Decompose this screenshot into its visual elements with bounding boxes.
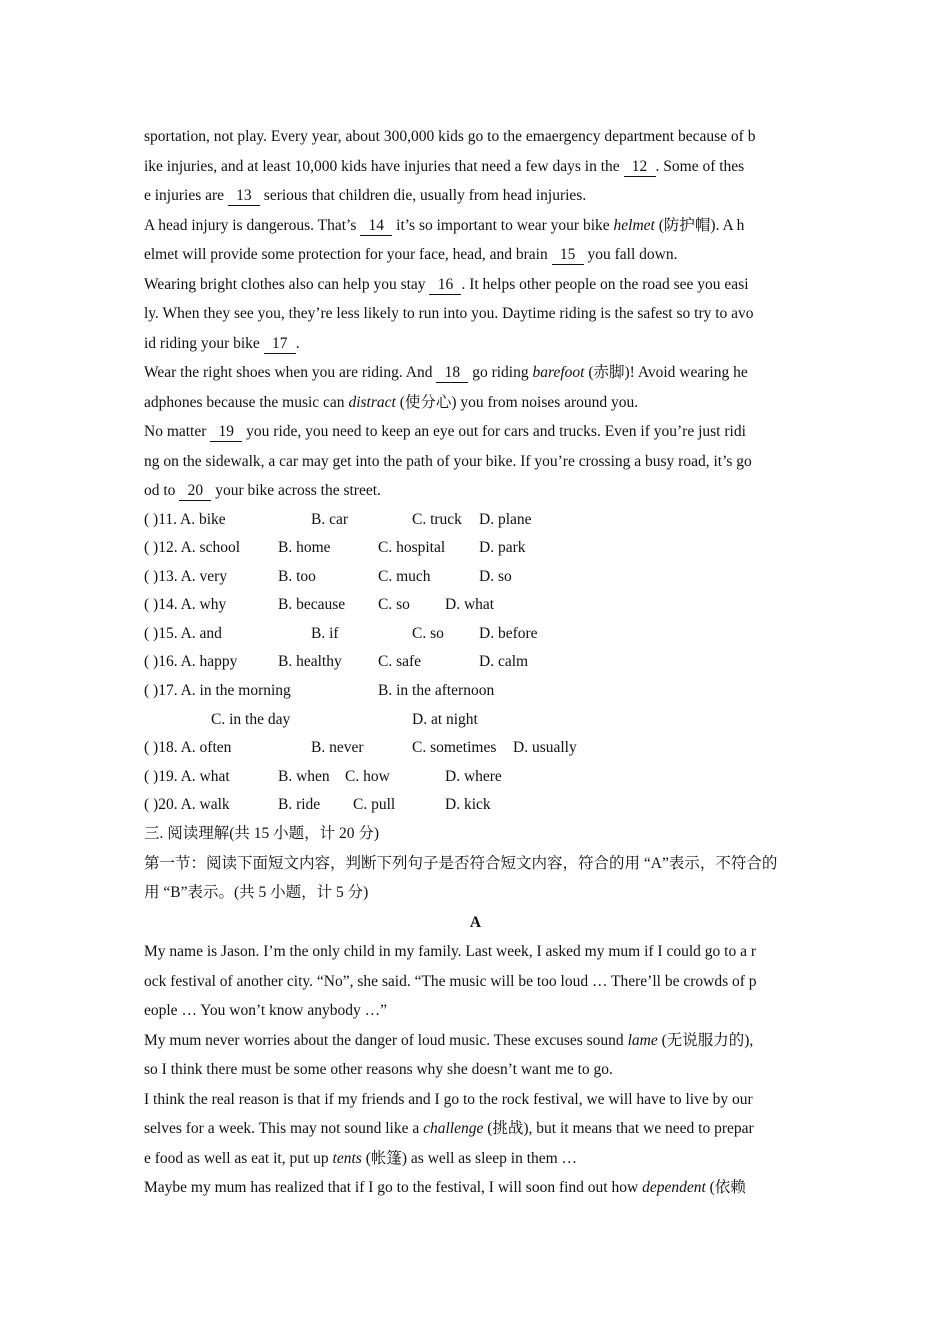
question-19: ( )19. A. what B. when C. how D. where [144, 767, 502, 785]
passage-line: adphones because the music can distract (使分心) you from noises around you. [144, 393, 639, 411]
section-heading: 三. 阅读理解(共 15 小题，计 20 分) [144, 825, 380, 843]
passage-line: id riding your bike 17 . [144, 334, 300, 352]
blank-17: 17 [264, 334, 296, 354]
passage-line: elmet will provide some protection for your face, head, and brain 15 you fall down. [144, 246, 678, 263]
section-instructions: 用 “B”表示。(共 5 小题，计 5 分) [144, 884, 369, 902]
passage-line: Wear the right shoes when you are riding. And 18 go riding barefoot (赤脚)! Avoid wearing he [144, 364, 748, 381]
question-15: ( )15. A. and B. if C. so D. before [144, 624, 538, 642]
passage-line: so I think there must be some other reasons why she doesn’t want me to go. [144, 1061, 613, 1079]
passage-line: ng on the sidewalk, a car may get into the path of your bike. If you’re crossing a busy road, it’s go [144, 452, 752, 470]
passage-line: e food as well as eat it, put up tents (帐篷) as well as sleep in them … [144, 1149, 578, 1167]
passage-line: My name is Jason. I’m the only child in my family. Last week, I asked my mum if I could go to a r [144, 943, 756, 961]
passage-line: ock festival of another city. “No”, she said. “The music will be too loud … There’ll be crowds of p [144, 972, 757, 990]
blank-20: 20 [179, 481, 211, 501]
blank-13: 13 [228, 186, 260, 206]
passage-line: No matter 19 you ride, you need to keep an eye out for cars and trucks. Even if you’re just ridi [144, 423, 746, 440]
question-13: ( )13. A. very B. too C. much D. so [144, 567, 512, 585]
blank-16: 16 [429, 275, 461, 295]
question-11: ( )11. A. bike B. car C. truck D. plane [144, 510, 532, 528]
passage-title: A [469, 913, 482, 931]
section-instructions: 第一节：阅读下面短文内容，判断下列句子是否符合短文内容，符合的用 “A”表示，不符合的 [144, 854, 778, 872]
question-17: ( )17. A. in the morning B. in the afternoon [144, 682, 495, 700]
blank-19: 19 [210, 422, 242, 442]
passage-line: ly. When they see you, they’re less likely to run into you. Daytime riding is the safest so try to avo [144, 305, 754, 322]
passage-line: sportation, not play. Every year, about 300,000 kids go to the emaergency department because of b [144, 128, 756, 145]
question-12: ( )12. A. school B. home C. hospital D. park [144, 539, 526, 557]
blank-12: 12 [624, 157, 656, 177]
passage-line: e injuries are 13 serious that children die, usually from head injuries. [144, 187, 587, 204]
passage-line: My mum never worries about the danger of loud music. These excuses sound lame (无说服力的), [144, 1031, 754, 1049]
question-17-options: C. in the day D. at night [211, 710, 478, 728]
question-18: ( )18. A. often B. never C. sometimes D. usually [144, 739, 577, 757]
passage-line: Maybe my mum has realized that if I go to the festival, I will soon find out how dependent (依赖 [144, 1179, 746, 1197]
blank-15: 15 [552, 245, 584, 265]
document-page [144, 122, 807, 1203]
passage-line: eople … You won’t know anybody …” [144, 1002, 387, 1020]
passage-line: selves for a week. This may not sound like a challenge (挑战), but it means that we need to prepar [144, 1120, 754, 1138]
blank-18: 18 [436, 363, 468, 383]
passage-line: I think the real reason is that if my friends and I go to the rock festival, we will have to live by our [144, 1090, 753, 1108]
passage-line: A head injury is dangerous. That’s 14 it’s so important to wear your bike helmet (防护帽). A h [144, 216, 745, 234]
question-20: ( )20. A. walk B. ride C. pull D. kick [144, 796, 491, 814]
question-14: ( )14. A. why B. because C. so D. what [144, 596, 495, 614]
blank-14: 14 [360, 216, 392, 236]
passage-line: od to 20 your bike across the street. [144, 482, 381, 499]
question-16: ( )16. A. happy B. healthy C. safe D. calm [144, 653, 529, 671]
passage-line: ike injuries, and at least 10,000 kids have injuries that need a few days in the 12 . Some of thes [144, 157, 745, 175]
passage-line: Wearing bright clothes also can help you stay 16 . It helps other people on the road see you easi [144, 275, 749, 293]
